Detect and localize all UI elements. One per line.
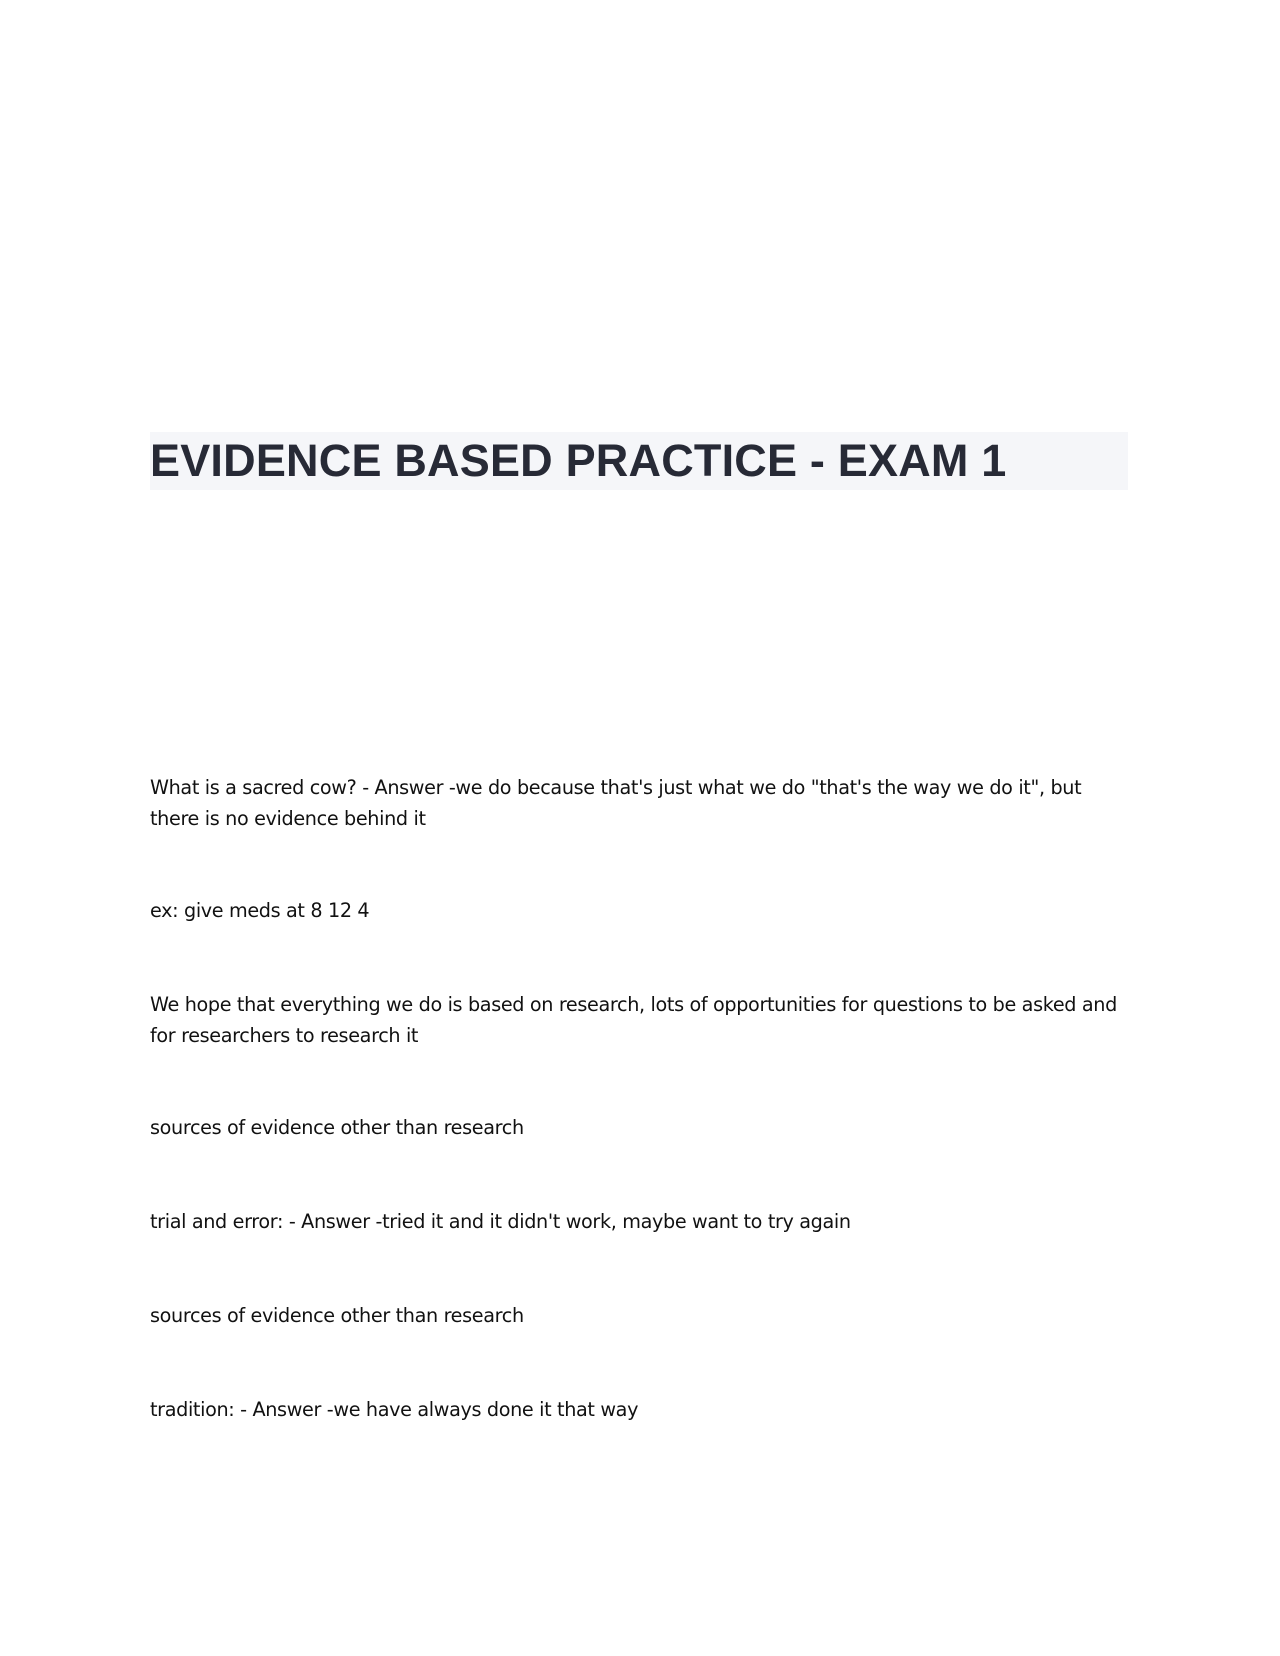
paragraph-example: ex: give meds at 8 12 4 — [150, 899, 370, 922]
paragraph-sources-heading-1: sources of evidence other than research — [150, 1116, 524, 1139]
paragraph-research-hope: We hope that everything we do is based on research, lots of opportunities for questions to be asked and for researchers to research it — [150, 993, 1117, 1047]
paragraph-trial-and-error: trial and error: - Answer -tried it and it didn't work, maybe want to try again — [150, 1210, 851, 1233]
paragraph-sacred-cow: What is a sacred cow? - Answer -we do because that's just what we do "that's the way we do it", but there is no evidence behind it — [150, 776, 1082, 830]
paragraph-sources-heading-2: sources of evidence other than research — [150, 1304, 524, 1327]
document-title: EVIDENCE BASED PRACTICE - EXAM 1 — [150, 435, 1007, 486]
title-highlight — [150, 432, 1128, 490]
paragraph-tradition: tradition: - Answer -we have always done it that way — [150, 1398, 639, 1421]
